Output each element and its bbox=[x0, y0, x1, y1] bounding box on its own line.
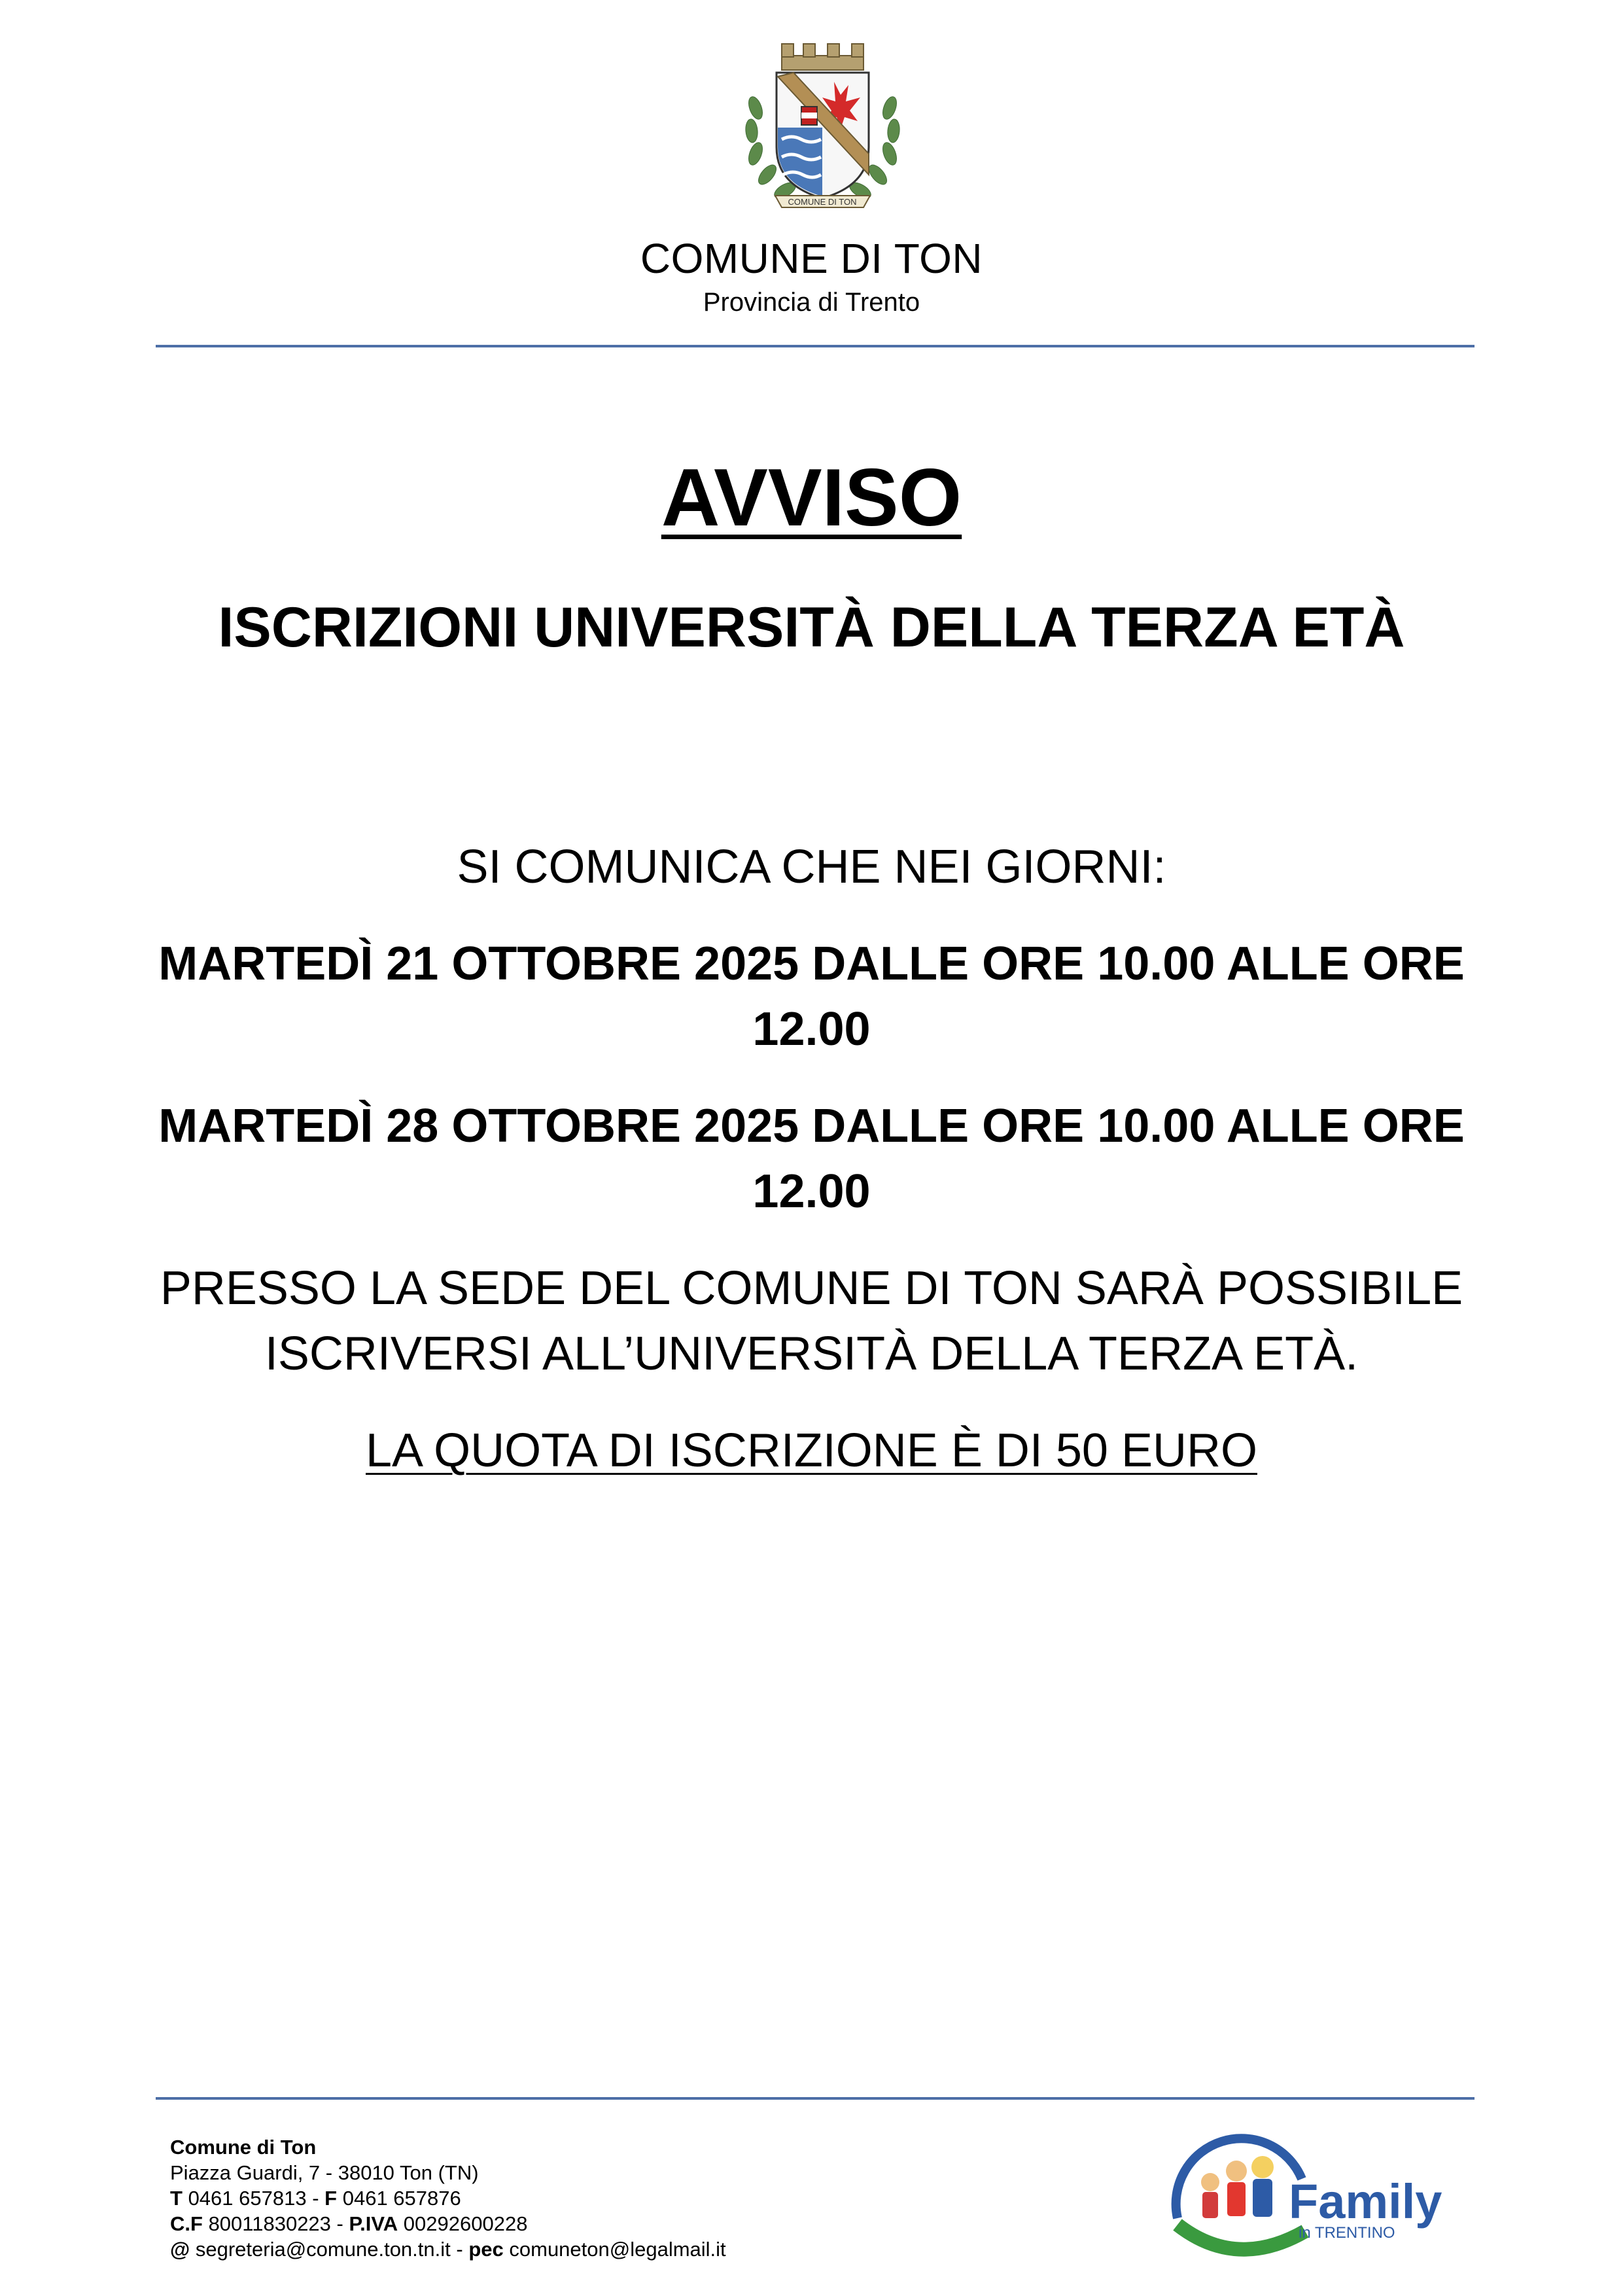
fee-text: LA QUOTA DI ISCRIZIONE È DI 50 EURO bbox=[366, 1424, 1257, 1477]
issuer-province: Provincia di Trento bbox=[703, 288, 920, 317]
cf-label: C.F bbox=[170, 2212, 203, 2235]
footer-address: Piazza Guardi, 7 - 38010 Ton (TN) bbox=[170, 2161, 479, 2184]
municipal-coat-of-arms bbox=[729, 29, 916, 216]
pec-address[interactable]: comuneton@legalmail.it bbox=[509, 2238, 726, 2261]
header-divider bbox=[156, 345, 1475, 347]
issuer-name: COMUNE DI TON bbox=[640, 235, 983, 282]
phone-number: 0461 657813 bbox=[188, 2187, 307, 2210]
notice-paragraph: PRESSO LA SEDE DEL COMUNE DI TON SARÀ POSSIBILE ISCRIVERSI ALL’UNIVERSITÀ DELLA TERZA ETÀ. bbox=[160, 1262, 1463, 1380]
footer-email-line: @ segreteria@comune.ton.tn.it - pec comuneton@legalmail.it bbox=[170, 2238, 726, 2261]
family-word: Family bbox=[1289, 2174, 1442, 2229]
fax-label: F bbox=[324, 2187, 338, 2210]
fee-line bbox=[150, 1418, 1473, 1483]
pec-label: pec bbox=[468, 2238, 504, 2261]
piva-number: 00292600228 bbox=[403, 2212, 528, 2235]
notice-body bbox=[150, 834, 1473, 1515]
email-label: @ bbox=[170, 2238, 190, 2261]
registration-date-1: MARTEDÌ 21 OTTOBRE 2025 DALLE ORE 10.00 ALLE ORE 12.00 bbox=[158, 938, 1465, 1055]
piva-label: P.IVA bbox=[349, 2212, 398, 2235]
family-in-trentino-logo bbox=[1164, 2120, 1465, 2270]
notice-heading-text: AVVISO bbox=[661, 453, 962, 543]
footer-name: Comune di Ton bbox=[170, 2136, 317, 2159]
footer-contacts bbox=[170, 2134, 726, 2262]
footer-divider bbox=[156, 2097, 1475, 2100]
family-tagline: in TRENTINO bbox=[1299, 2224, 1395, 2242]
email-address[interactable]: segreteria@comune.ton.tn.it bbox=[195, 2238, 451, 2261]
notice-subheading: ISCRIZIONI UNIVERSITÀ DELLA TERZA ETÀ bbox=[218, 596, 1405, 659]
notice-heading bbox=[0, 451, 1623, 544]
footer-phone-line: T 0461 657813 - F 0461 657876 bbox=[170, 2187, 461, 2210]
cf-number: 80011830223 bbox=[208, 2212, 331, 2235]
footer-tax-line: C.F 80011830223 - P.IVA 00292600228 bbox=[170, 2212, 528, 2235]
phone-label: T bbox=[170, 2187, 183, 2210]
registration-date-2: MARTEDÌ 28 OTTOBRE 2025 DALLE ORE 10.00 ALLE ORE 12.00 bbox=[158, 1100, 1465, 1218]
fax-number: 0461 657876 bbox=[342, 2187, 461, 2210]
crest-ribbon-text: COMUNE DI TON bbox=[788, 197, 857, 207]
notice-intro: SI COMUNICA CHE NEI GIORNI: bbox=[457, 841, 1166, 893]
